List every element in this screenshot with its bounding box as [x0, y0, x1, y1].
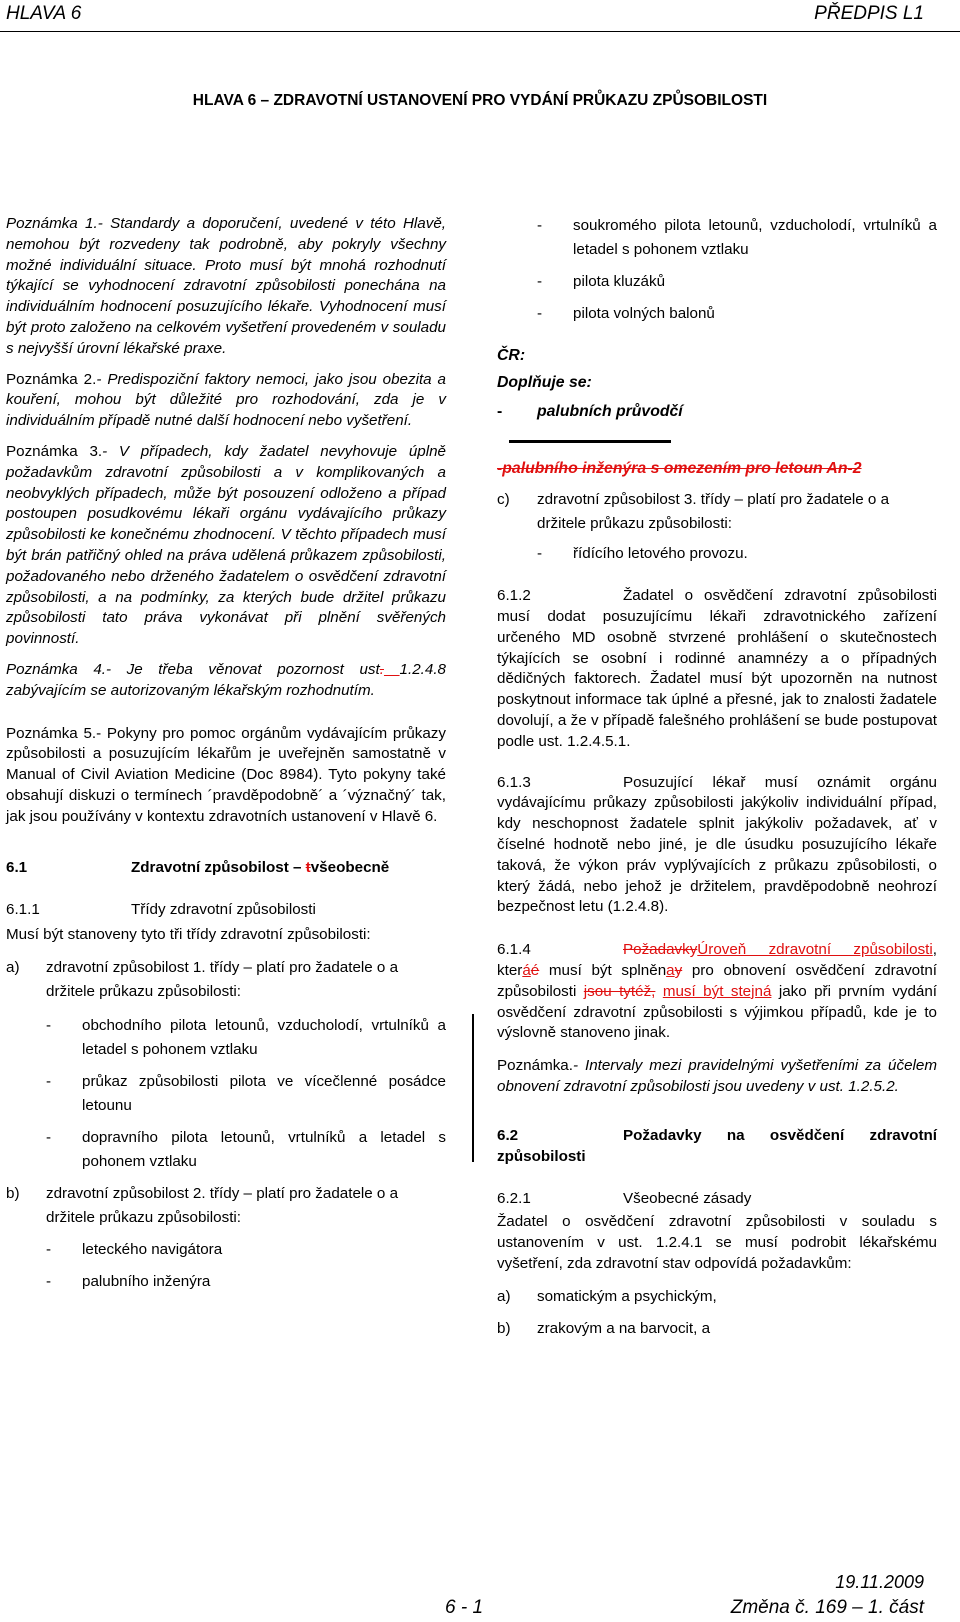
header-chapter: HLAVA 6 [6, 3, 82, 24]
section-6-2-1-text: Žadatel o osvědčení zdravotní způsobilosti v souladu s ustanovením v ust. 1.2.4.1 se musí podrobit lékařskému vyšetření, zda zdravotní stav odpovídá požadavkům: [497, 1213, 937, 1272]
insertion: musí být stejná [662, 982, 772, 1000]
section-6-2-heading [497, 1126, 937, 1168]
text-run: musí být splněn [539, 961, 667, 979]
section-6-1-4-note [497, 1056, 937, 1098]
class-1-item [6, 956, 446, 1004]
dash-bullet: - [537, 545, 543, 563]
list-item [537, 214, 937, 262]
section-6-1-title-b: všeobecně [310, 858, 390, 876]
list-item [46, 1014, 446, 1062]
section-6-1-title-a: Zdravotní způsobilost – [131, 858, 306, 876]
section-6-1-4-number: 6.1.4 [497, 941, 531, 959]
dash-bullet: - [497, 402, 503, 420]
section-6-1-title [131, 858, 389, 879]
section-6-1-2 [497, 586, 937, 752]
class-2-list [46, 1238, 446, 1294]
change-bar [472, 1014, 474, 1162]
left-column [6, 214, 446, 1294]
note-4-text-b: 1.2.4.8 zabývajícím se autorizovaným lékařským rozhodnutím. [6, 660, 446, 699]
section-6-2-1-heading [497, 1189, 937, 1210]
cr-item [497, 402, 937, 423]
note-label: Poznámka. [497, 1057, 573, 1075]
class-1-text: zdravotní způsobilost 1. třídy – platí pro žadatele o a držitele průkazu způsobilosti: [46, 958, 399, 1000]
footer-page-number: 6 - 1 [445, 1597, 484, 1618]
cr-label: ČR: [497, 347, 526, 364]
section-6-1-4 [497, 940, 937, 1044]
insertion: á [522, 961, 531, 979]
cr-deleted-item: -palubního inženýra s omezením pro letoun An-2 [497, 460, 862, 478]
class-2-item [6, 1182, 446, 1230]
dash-bullet: - [46, 1272, 52, 1290]
list-item-text: dopravního pilota letounů, vrtulníků a letadel s pohonem vztlaku [82, 1128, 446, 1170]
class-1-list [46, 1014, 446, 1174]
list-item [537, 542, 937, 566]
text-run [655, 983, 662, 1000]
list-item-text: zrakovým a na barvocit, a [537, 1319, 711, 1337]
section-6-1-1-number: 6.1.1 [6, 901, 40, 919]
dash-bullet: - [537, 305, 543, 322]
list-item-text: průkaz způsobilosti pilota ve vícečlenné posádce letounu [82, 1072, 446, 1114]
deletion: jsou tytéž, [583, 982, 656, 1000]
section-6-1-1-heading [6, 900, 446, 921]
section-6-1-1-title: Třídy zdravotní způsobilosti [131, 901, 316, 919]
header-rule [0, 31, 960, 32]
text-run: , kter [497, 941, 937, 979]
page-title: HLAVA 6 – ZDRAVOTNÍ USTANOVENÍ PRO VYDÁNÍ PRŮKAZU ZPŮSOBILOSTI [192, 92, 768, 109]
section-6-1-heading [6, 858, 446, 879]
dash-bullet: - [46, 1128, 52, 1146]
deletion: é [530, 961, 540, 979]
list-item-text: pilota volných balonů [573, 305, 715, 322]
note-5 [6, 724, 446, 828]
section-6-1-number: 6.1 [6, 858, 28, 876]
list-item-label: a) [497, 1287, 511, 1305]
list-item-text: obchodního pilota letounů, vzducholodí, vrtulníků a letadel s pohonem vztlaku [82, 1016, 446, 1058]
dash-bullet: - [537, 273, 543, 290]
text-run: pro obnovení osvědčení zdravotní způsobilosti [497, 961, 937, 1000]
section-6-1-1-intro: Musí být stanoveny tyto tři třídy zdravotní způsobilosti: [6, 926, 371, 944]
list-item [46, 1270, 446, 1294]
section-6-2-1-number: 6.2.1 [497, 1190, 531, 1208]
dash-bullet: - [46, 1240, 52, 1258]
list-item [46, 1126, 446, 1174]
note-1: Poznámka 1.- Standardy a doporučení, uvedené v této Hlavě, nemohou být rozvedeny tak podrobně, aby pokryly všechny možné individuální situace. Proto musí být mnohá rozhodnutí týkající se vyhodnocení zdravotní způsobilosti ponechána na individuálním hodnocení posuzujícího lékaře. Vyhodnocení musí být proto založeno na celkovém vyšetření provedeném v souladu s nejvyšší úrovní lékařské praxe. [6, 215, 446, 357]
dash-bullet: - [46, 1072, 52, 1090]
note-3-label: Poznámka 3. [6, 442, 103, 460]
list-item-text: leteckého navigátora [82, 1240, 223, 1258]
note-4 [6, 660, 446, 702]
note-2 [6, 370, 446, 432]
note-5-text: - Pokyny pro pomoc orgánům vydávajícím průkazy způsobilosti a posuzujícím lékařům je uveřejněn samostatně v Manual of Civil Aviation Medicine (Doc 8984). Tyto pokyny také obsahují diskuzi o termínech ´pravděpodobně´ a ´význačný´ tak, jak jsou používány v kontextu zdravotních ustanovení v Hlavě 6. [6, 724, 446, 825]
footnote-separator [509, 440, 671, 443]
class-3-item [497, 488, 937, 536]
section-6-2-title: Požadavky na osvědčení zdravotní způsobilosti [497, 1126, 937, 1165]
note-2-text: - Predispoziční faktory nemoci, jako jsou obezita a kouření, mohou být důležité pro rozhodování, zda je v individuálním případě nutné další hodnocení nebo vyšetření. [6, 370, 446, 430]
list-item-text: somatickým a psychickým, [537, 1287, 717, 1305]
note-4-insertion [384, 661, 400, 678]
dash-bullet: - [46, 1016, 52, 1034]
class-2-label: b) [6, 1184, 20, 1202]
section-6-2-1-title: Všeobecné zásady [623, 1190, 752, 1208]
list-item [46, 1070, 446, 1118]
section-6-1-2-text: Žadatel o osvědčení zdravotní způsobilosti musí dodat posuzujícímu lékaři zdravotnického zařízení určeného MD osobně stvrzené prohlášení o skutečnostech týkajících se osobní i rodinné anamnézy a o případných dědičných faktorech. Žadatel musí být upozorněn na nutnost poskytnout informace tak úplné a přesné, jak to znalosti žadatele dovolují, a že v případě falešného prohlášení se bude postupovat podle ust. 1.2.4.5.1. [497, 587, 937, 750]
list-item-text: řídícího letového provozu. [573, 545, 748, 563]
list-item [537, 270, 937, 294]
footer-date: 19.11.2009 [835, 1572, 924, 1592]
list-item-text: palubního inženýra [82, 1272, 211, 1290]
deletion: Požadavky [623, 941, 698, 959]
list-item [46, 1238, 446, 1262]
list-item-text: pilota kluzáků [573, 273, 666, 290]
class-3-text: zdravotní způsobilost 3. třídy – platí pro žadatele o a držitele průkazu způsobilosti: [537, 491, 890, 533]
class-1-label: a) [6, 958, 20, 976]
dash-bullet: - [537, 217, 543, 234]
class-2-text: zdravotní způsobilost 2. třídy – platí pro žadatele o a držitele průkazu způsobilosti: [46, 1184, 399, 1226]
header-regulation: PŘEDPIS L1 [814, 3, 924, 24]
insertion: Úroveň zdravotní způsobilosti [697, 941, 933, 959]
text-run: jako při prvním vydání osvědčení zdravotní způsobilosti s výjimkou případů, kde je to výslovně stanoveno jinak. [497, 982, 938, 1042]
class-3-list [537, 542, 937, 566]
footer-amendment: Změna č. 169 – 1. část [730, 1597, 924, 1618]
list-item [497, 1317, 937, 1341]
list-item-text: soukromého pilota letounů, vzducholodí, vrtulníků a letadel s pohonem vztlaku [573, 217, 937, 258]
cr-item-text: palubních průvodčí [537, 402, 683, 420]
section-6-1-3-text: Posuzující lékař musí oznámit orgánu vydávajícímu průkazy způsobilosti jakýkoliv individuální případ, kdy neschopnost žadatele splnit jakýkoliv požadavek, ať v číselné hodnotě nebo jiné, je dle úsudku posuzujícího lékaře taková, že výkon práv vyplývajících z průkazu způsobilosti, o který žádá, nebo jehož je držitelem, pravděpodobně neohrozí bezpečnost letu (1.2.4.8). [497, 773, 937, 916]
class-3-label: c) [497, 491, 510, 509]
right-column [497, 214, 937, 1341]
note-3 [6, 442, 446, 650]
section-6-1-3 [497, 773, 937, 919]
note-5-label: Poznámka 5. [6, 724, 97, 742]
class-2-list-continued [537, 214, 937, 326]
note-4-deletion: . [379, 660, 384, 678]
section-6-1-deletion: t [305, 858, 311, 876]
list-item [497, 1285, 937, 1309]
note-4-text-a: Poznámka 4.- Je třeba věnovat pozornost ust [6, 660, 380, 678]
section-6-2-number: 6.2 [497, 1126, 519, 1144]
list-item [537, 302, 937, 326]
note-text: - Intervaly mezi pravidelnými vyšetřeními za účelem obnovení zdravotní způsobilosti jsou uvedeny v ust. 1.2.5.2. [497, 1057, 937, 1095]
list-item-label: b) [497, 1319, 511, 1337]
section-6-1-2-number: 6.1.2 [497, 587, 531, 605]
cr-supplement-label: Doplňuje se: [497, 373, 592, 391]
section-6-1-3-number: 6.1.3 [497, 773, 531, 791]
note-2-label: Poznámka 2. [6, 370, 97, 388]
deletion: y [674, 961, 683, 979]
insertion: a [666, 961, 675, 979]
note-3-text: - V případech, kdy žadatel nevyhovuje úplně požadavkům zdravotní způsobilosti a v komplikovaných a neobvyklých případech, může být posouzení odloženo a případ postoupen posudkovému lékaři orgánu vydávajícího průkazy způsobilosti ke konečnému zhodnocení. V těchto případech musí být brán patřičný ohled na práva udělená průkazem způsobilosti, požadovaného nebo drženého žadatelem o osvědčení zdravotní způsobilosti, a na podmínky, za kterých bude držitel průkazu způsobilosti tato práva vykonávat při plnění svěřených povinností. [6, 442, 446, 648]
